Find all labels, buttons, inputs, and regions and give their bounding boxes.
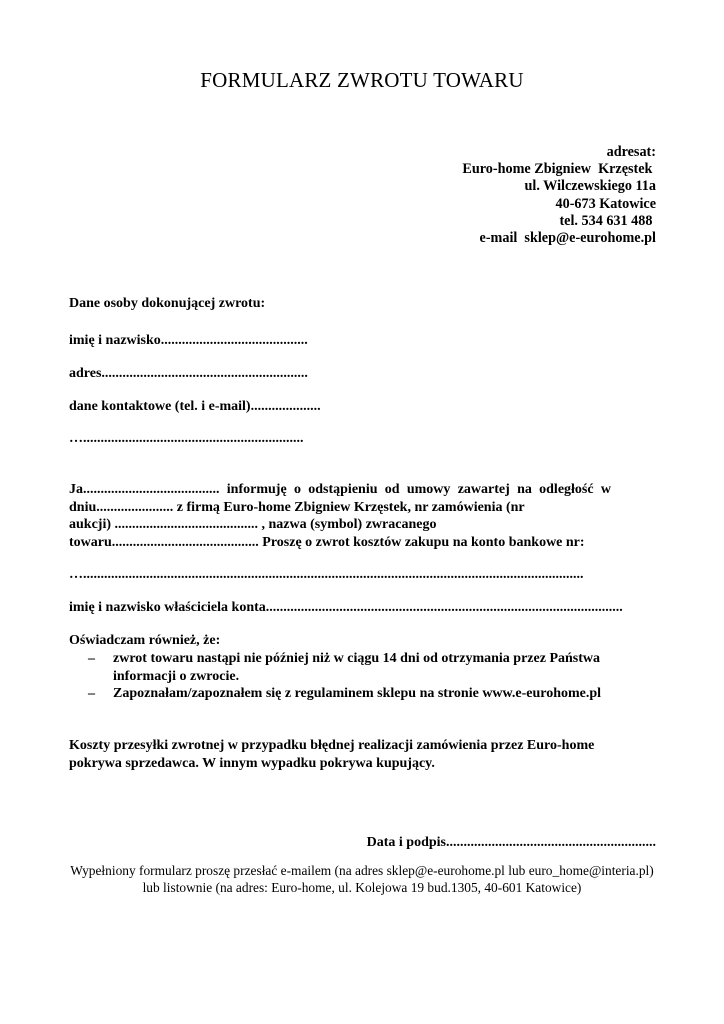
declaration-line-4: towaru.......................................... Proszę o zwrot kosztów zakupu na konto bankowe nr:	[69, 534, 585, 550]
statement-item	[69, 685, 629, 703]
footer-line-1: Wypełniony formularz proszę przesłać e-mailem (na adres sklep@e-eurohome.pl lub euro_home@interia.pl)	[70, 863, 654, 878]
declaration-line-3: aukcji) ......................................... , nazwa (symbol) zwracanego	[69, 517, 437, 532]
signature-field: Data i podpis............................................................	[366, 835, 656, 850]
person-heading: Dane osoby dokonującej zwrotu:	[69, 296, 266, 311]
account-owner-field: imię i nazwisko właściciela konta......................................................................................................	[69, 600, 623, 615]
statement-item-text: Zapoznałam/zapoznałem się z regulaminem sklepu na stronie www.e-eurohome.pl	[113, 686, 602, 701]
name-field: imię i nazwisko..........................................	[69, 333, 308, 348]
costs-note: Koszty przesyłki zwrotnej w przypadku błędnej realizacji zamówienia przez Euro-home pokrywa sprzedawca. W innym wypadku pokrywa kupujący.	[69, 738, 595, 771]
dash-bullet: –	[88, 651, 95, 666]
page-title: FORMULARZ ZWROTU TOWARU	[200, 68, 524, 92]
footer-line-2: lub listownie (na adres: Euro-home, ul. Kolejowa 19 bud.1305, 40-601 Katowice)	[142, 880, 582, 895]
statement-item-text: zwrot towaru nastąpi nie później niż w ciągu 14 dni od otrzymania przez Państwa informacji o zwrocie.	[113, 651, 600, 684]
statement-list	[69, 650, 629, 703]
addressee-street: ul. Wilczewskiego 11a	[524, 178, 656, 195]
statement-heading: Oświadczam również, że:	[69, 633, 221, 648]
declaration-line-1: Ja....................................... informuję o odstąpieniu od umowy zawartej na odległość w	[69, 482, 611, 497]
extra-field: …...............................................................	[69, 431, 304, 446]
footer-note	[0, 862, 724, 896]
addressee-label: adresat:	[606, 144, 656, 160]
statement-item	[69, 650, 629, 685]
addressee-email: e-mail sklep@e-eurohome.pl	[479, 230, 656, 247]
dash-bullet: –	[88, 686, 95, 701]
contact-field: dane kontaktowe (tel. i e-mail)....................	[69, 399, 321, 414]
declaration-line-2: dniu...................... z firmą Euro-home Zbigniew Krzęstek, nr zamówienia (nr	[69, 499, 525, 515]
addressee-block	[316, 144, 656, 247]
address-field: adres...........................................................	[69, 366, 308, 381]
account-number-field: …...............................................................................................................................................	[69, 567, 584, 582]
addressee-phone: tel. 534 631 488	[559, 212, 656, 229]
statement-list-wrap	[69, 650, 629, 703]
declaration-paragraph	[69, 481, 611, 551]
addressee-company: Euro-home Zbigniew Krzęstek	[462, 161, 656, 178]
addressee-city: 40-673 Katowice	[555, 195, 656, 212]
